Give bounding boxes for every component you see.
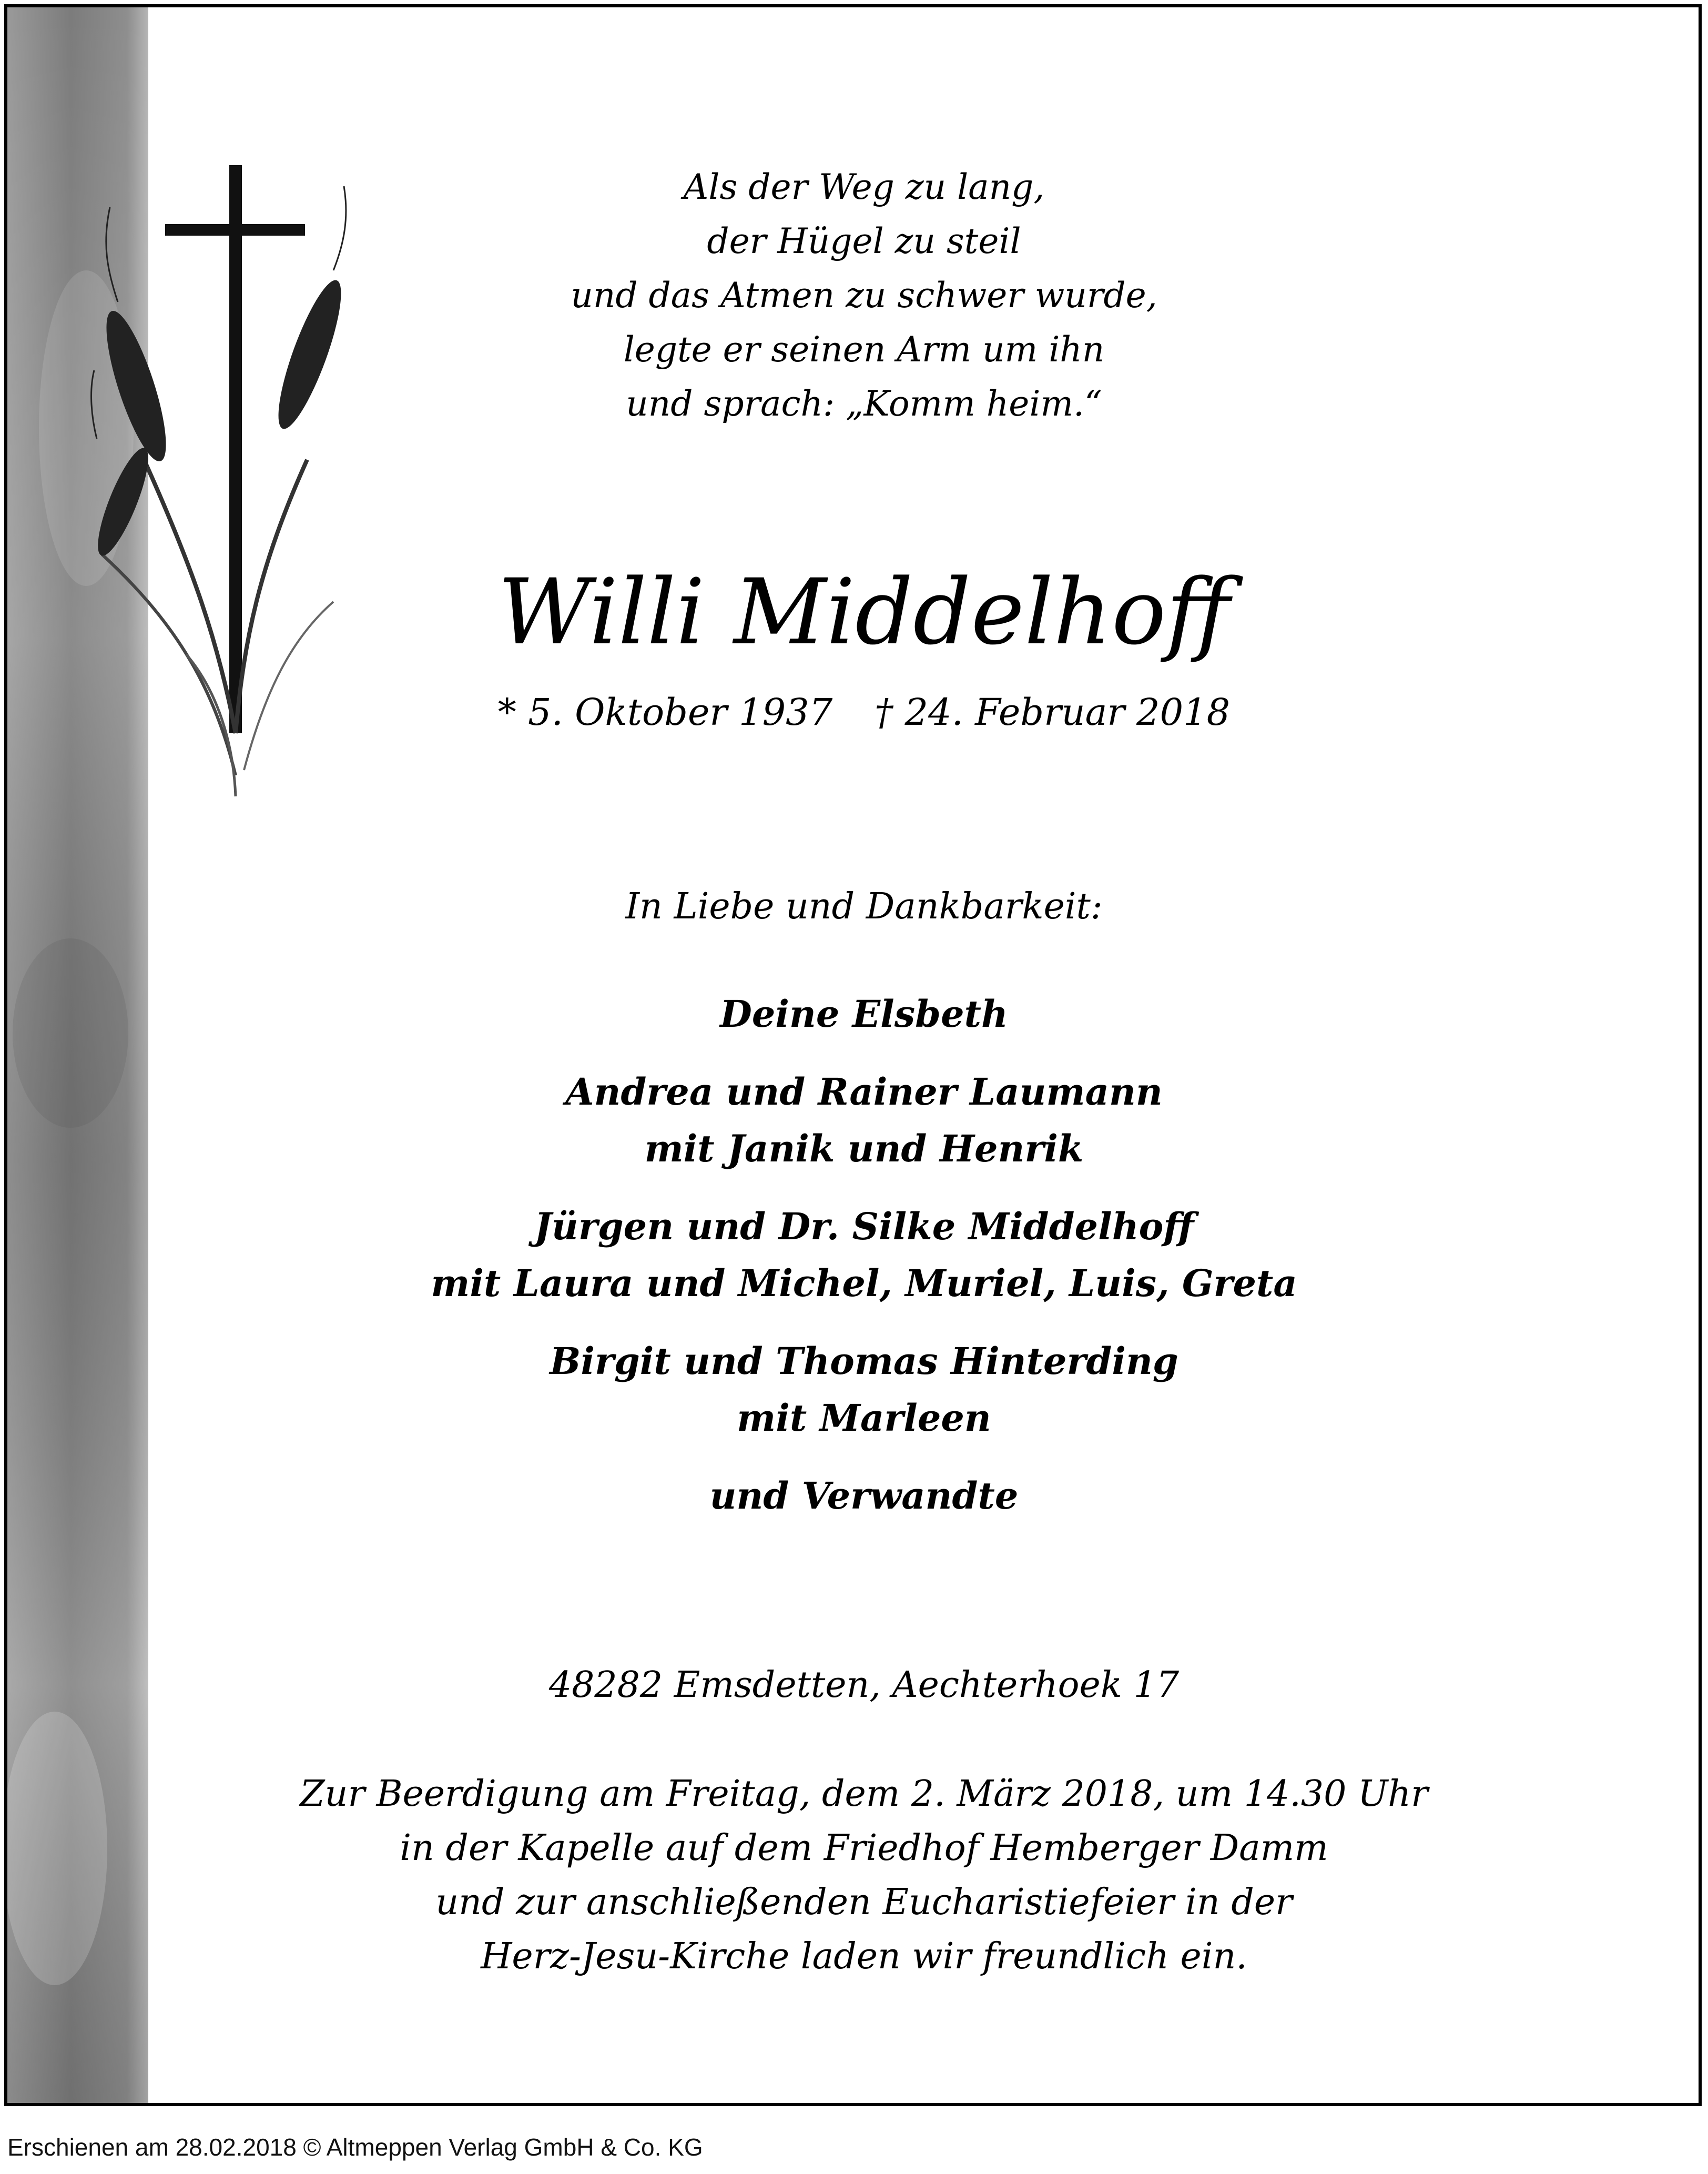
address: 48282 Emsdetten, Aechterhoek 17: [548, 1664, 1180, 1706]
family-line: und Verwandte: [709, 1474, 1019, 1518]
obituary-content: [148, 7, 1699, 2103]
family-line: mit Marleen: [737, 1396, 991, 1440]
verse-line: der Hügel zu steil: [707, 221, 1021, 261]
family-group: [148, 1064, 1580, 1177]
verse-line: legte er seinen Arm um ihn: [623, 329, 1105, 370]
family-list: [148, 986, 1580, 1545]
family-group: [148, 1333, 1580, 1447]
family-group: [148, 1468, 1580, 1524]
family-group: [148, 1198, 1580, 1312]
verse-line: und sprach: „Komm heim.“: [626, 383, 1102, 424]
funeral-line: Herz-Jesu-Kirche laden wir freundlich ein.: [481, 1936, 1247, 1977]
family-line: mit Janik und Henrik: [644, 1127, 1084, 1170]
family-group: [148, 986, 1580, 1043]
family-line: Andrea und Rainer Laumann: [565, 1070, 1163, 1114]
family-line: Birgit und Thomas Hinterding: [550, 1339, 1178, 1383]
publication-footer: Erschienen am 28.02.2018 © Altmeppen Verlag GmbH & Co. KG: [7, 2133, 703, 2161]
funeral-notice: [148, 1767, 1580, 1984]
verse-line: Als der Weg zu lang,: [683, 167, 1045, 207]
family-line: mit Laura und Michel, Muriel, Luis, Greta: [431, 1261, 1297, 1305]
verse: [148, 160, 1580, 431]
deceased-name: Willi Middelhoff: [497, 559, 1231, 665]
obituary-frame: [4, 4, 1702, 2106]
verse-line: und das Atmen zu schwer wurde,: [571, 275, 1157, 316]
funeral-line: in der Kapelle auf dem Friedhof Hemberger Damm: [400, 1827, 1328, 1869]
life-dates: [148, 686, 1580, 739]
funeral-line: und zur anschließenden Eucharistiefeier in der: [435, 1882, 1293, 1923]
family-line: Deine Elsbeth: [720, 992, 1008, 1036]
birth-date: * 5. Oktober 1937: [497, 691, 833, 734]
funeral-line: Zur Beerdigung am Freitag, dem 2. März 2018, um 14.30 Uhr: [300, 1773, 1428, 1815]
family-line: Jürgen und Dr. Silke Middelhoff: [534, 1205, 1194, 1248]
intro-text: In Liebe und Dankbarkeit:: [625, 886, 1103, 927]
death-date: † 24. Februar 2018: [875, 691, 1231, 734]
